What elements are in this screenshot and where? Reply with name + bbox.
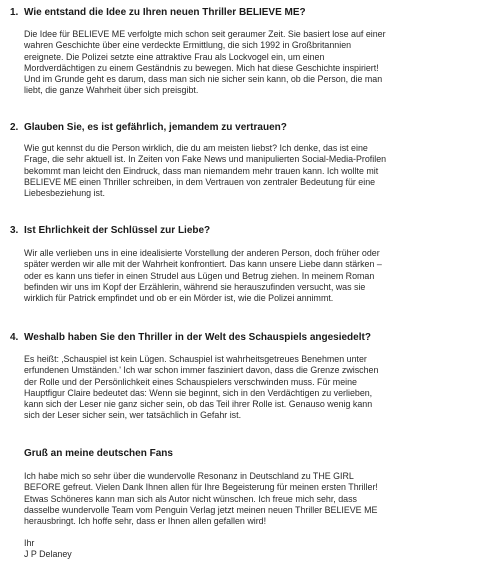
greeting-title: Gruß an meine deutschen Fans: [24, 448, 173, 459]
answer-3-line: befinden wir uns im Kopf der Erzählerin, während sie herauszufinden versucht, was sie: [24, 281, 366, 292]
greeting-line: dasselbe wundervolle Team vom Penguin Verlag jetzt meinen neuen Thriller BELIEVE ME: [24, 504, 378, 515]
answer-3-line: Wir alle verlieben uns in eine idealisierte Vorstellung der anderen Person, doch früher oder: [24, 248, 380, 258]
question-2-number: 2.: [10, 122, 19, 133]
question-4-text: Weshalb haben Sie den Thriller in der Welt des Schauspiels angesiedelt?: [24, 332, 371, 343]
answer-3-line: oder es kann uns tiefer in einen Strudel aus Lügen und Betrug ziehen. In meinem Roman: [24, 270, 375, 281]
answer-4-line: Es heißt: ‚Schauspiel ist kein Lügen. Schauspiel ist wahrheitsgetreues Benehmen unter: [24, 354, 367, 364]
answer-2-line: Frage, die sehr aktuell ist. In Zeiten von Fake News und manipulierten Social-Media-Profilen: [24, 154, 387, 165]
answer-4-line: Hauptfigur Claire bedeutet das: Wenn sie beginnt, sich in den Verdächtigen zu verlieben,: [24, 387, 373, 398]
answer-1-line: liebt, die ganze Wahrheit über sich preisgibt.: [24, 85, 199, 96]
question-2-heading: [10, 122, 287, 134]
answer-1-line: Mordverdächtigen zu einem Geständnis zu bewegen. Mich hat diese Geschichte inspiriert!: [24, 62, 379, 73]
answer-3: [24, 248, 476, 304]
signature-block: [24, 538, 476, 561]
closing: Ihr: [24, 538, 35, 548]
answer-2: [24, 143, 476, 199]
question-4-number: 4.: [10, 332, 19, 343]
question-3-text: Ist Ehrlichkeit der Schlüssel zur Liebe?: [24, 225, 211, 236]
answer-1-line: Und im Grunde geht es darum, dass man sich nie sicher sein kann, ob die Person, die man: [24, 74, 383, 85]
question-2-text: Glauben Sie, es ist gefährlich, jemandem zu vertrauen?: [24, 122, 287, 133]
answer-2-line: Wie gut kennst du die Person wirklich, die du am meisten liebst? Ich denke, das ist eine: [24, 143, 368, 153]
answer-4-line: erfundenen Umständen.' Ich war schon immer fasziniert davon, dass die Grenze zwischen: [24, 365, 379, 376]
answer-4-line: sich der Leser sicher sein, wer tatsächlich in Gefahr ist.: [24, 410, 242, 421]
author-signature: J P Delaney: [24, 549, 72, 560]
answer-3-line: wirklich für Patrick empfindet und ob er ein Mörder ist, wie die Polizei annimmt.: [24, 293, 334, 304]
answer-1-line: Die Idee für BELIEVE ME verfolgte mich schon seit geraumer Zeit. Sie basiert lose auf einer: [24, 29, 386, 39]
answer-4: [24, 354, 476, 422]
answer-3-line: später werden wir alle mit der Wahrheit konfrontiert. Das kann unsere Liebe dann stärken –: [24, 259, 382, 270]
greeting-body: [24, 471, 476, 527]
answer-2-line: Liebesbeziehung ist.: [24, 188, 105, 199]
answer-4-line: der Rolle und der Persönlichkeit eines Schauspielers verschwinden muss. Für meine: [24, 376, 357, 387]
answer-2-line: bekommt man leicht den Eindruck, dass man niemandem mehr trauen kann. Ich wollte mit: [24, 165, 379, 176]
answer-4-line: kann sich der Leser nie ganz sicher sein, ob das Teil ihrer Rolle ist. Genauso wenig kann: [24, 399, 373, 410]
answer-2-line: BELIEVE ME einen Thriller schreiben, in dem Vertrauen von zentraler Bedeutung für eine: [24, 176, 376, 187]
answer-1: [24, 29, 476, 97]
greeting-line: herausbringt. Ich hoffe sehr, dass er Ihnen allen gefallen wird!: [24, 516, 267, 527]
question-3-number: 3.: [10, 225, 19, 236]
question-1-number: 1.: [10, 7, 19, 18]
question-3-heading: [10, 225, 210, 237]
answer-1-line: wahren Geschichte über eine verdeckte Ermittlung, die sich 1992 in Großbritannien: [24, 40, 352, 51]
question-4-heading: [10, 332, 371, 344]
greeting-line: Etwas Schöneres kann man sich als Autor nicht wünschen. Ich freue mich sehr, dass: [24, 493, 357, 504]
question-1-text: Wie entstand die Idee zu Ihren neuen Thriller BELIEVE ME?: [24, 7, 306, 18]
answer-1-line: ereignete. Die Polizei setzte eine attraktive Frau als Lockvogel ein, um einen: [24, 51, 325, 62]
question-1-heading: [10, 7, 306, 19]
greeting-line: BEFORE gefreut. Vielen Dank Ihnen allen für Ihre Begeisterung für meinen ersten Thriller!: [24, 482, 378, 493]
greeting-line: Ich habe mich so sehr über die wundervolle Resonanz in Deutschland zu THE GIRL: [24, 471, 354, 481]
